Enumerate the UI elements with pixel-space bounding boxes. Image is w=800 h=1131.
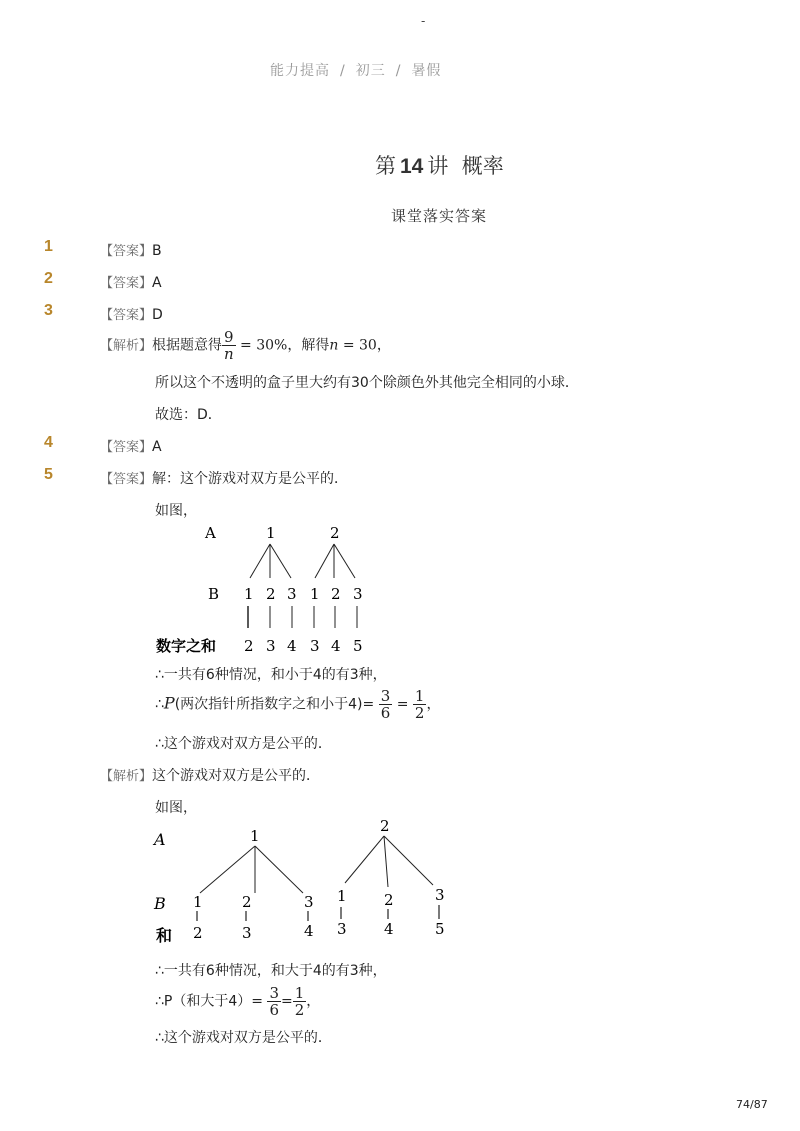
tree-sum-node: 5 bbox=[435, 920, 445, 938]
page-number: 74/87 bbox=[736, 1098, 768, 1111]
fraction bbox=[267, 985, 281, 1018]
fraction bbox=[222, 329, 236, 362]
question-number: 3 bbox=[44, 302, 53, 319]
fraction bbox=[413, 688, 427, 721]
breadcrumb bbox=[270, 60, 441, 80]
math-expression: = 30% bbox=[240, 337, 288, 354]
answer-tag: 【答案】 bbox=[100, 472, 153, 487]
probability-text: ∴P（和大于4）= bbox=[155, 993, 263, 1010]
tree-row-label-sum: 和 bbox=[156, 926, 173, 945]
conclusion-line: ∴一共有6种情况，和小于4的有3种， bbox=[155, 667, 387, 683]
tree-b-node: 1 bbox=[310, 585, 320, 603]
tree-b-node: 3 bbox=[435, 886, 445, 904]
fraction-denominator: 6 bbox=[269, 1001, 279, 1019]
answer-tag: 【答案】 bbox=[100, 244, 153, 259]
answer-line bbox=[100, 240, 162, 259]
tree-b-node: 1 bbox=[193, 893, 203, 911]
fraction-numerator: 3 bbox=[380, 687, 391, 705]
math-variable: n bbox=[329, 337, 339, 354]
equals-sign: = bbox=[281, 993, 293, 1010]
lesson-number: 14 bbox=[400, 155, 424, 178]
figure-intro: 如图， bbox=[155, 503, 197, 519]
conclusion-line: ∴这个游戏对双方是公平的． bbox=[155, 1030, 332, 1046]
punctuation: ， bbox=[306, 993, 321, 1010]
math-symbol: ∴ bbox=[155, 696, 164, 713]
tree-row-label-a: A bbox=[205, 524, 216, 542]
punctuation: ， bbox=[426, 696, 441, 713]
tree-diagram-1 bbox=[150, 518, 410, 660]
tree-b-node: 3 bbox=[287, 585, 297, 603]
answer-value: 解：这个游戏对双方是公平的． bbox=[152, 471, 349, 487]
analysis-text: ，解得 bbox=[287, 337, 330, 354]
tree-row-label-sum: 数字之和 bbox=[156, 637, 217, 655]
fraction bbox=[293, 985, 307, 1018]
tree-branch bbox=[255, 846, 303, 893]
tree-b-node: 2 bbox=[266, 585, 276, 603]
lesson-title-suffix: 讲 bbox=[427, 154, 449, 178]
question-number: 4 bbox=[44, 434, 53, 451]
tree-top-node: 1 bbox=[266, 524, 276, 542]
tree-row-label-a: A bbox=[154, 830, 166, 849]
math-expression: = 30 bbox=[342, 337, 377, 354]
tree-sum-node: 4 bbox=[304, 922, 314, 940]
question-number: 2 bbox=[44, 270, 53, 287]
answer-tag: 【答案】 bbox=[100, 276, 153, 291]
tree-sum-node: 3 bbox=[310, 637, 320, 655]
lesson-title bbox=[375, 150, 504, 180]
tree-b-node: 1 bbox=[244, 585, 254, 603]
tree-b-node: 3 bbox=[304, 893, 314, 911]
conclusion-line: ∴这个游戏对双方是公平的． bbox=[155, 736, 332, 752]
tree-top-node: 1 bbox=[250, 827, 260, 845]
tree-branch bbox=[315, 544, 334, 578]
breadcrumb-item: 暑假 bbox=[411, 63, 442, 79]
lesson-topic: 概率 bbox=[461, 154, 504, 178]
probability-text: (两次指针所指数字之和小于4)= bbox=[174, 696, 375, 713]
tree-branch bbox=[250, 544, 270, 578]
tree-sum-node: 5 bbox=[353, 637, 363, 655]
lesson-title-prefix: 第 bbox=[375, 154, 396, 178]
tree-diagram-2 bbox=[150, 815, 460, 950]
fraction bbox=[379, 688, 393, 721]
section-title: 课堂落实答案 bbox=[391, 207, 488, 225]
analysis-line bbox=[100, 765, 320, 785]
answer-tag: 【答案】 bbox=[100, 308, 153, 323]
tree-b-node: 2 bbox=[242, 893, 252, 911]
analysis-text: 根据题意得 bbox=[152, 337, 223, 354]
figure-intro: 如图， bbox=[155, 800, 197, 816]
equals-sign: = bbox=[396, 696, 409, 713]
tree-b-node: 3 bbox=[353, 585, 363, 603]
tree-top-node: 2 bbox=[380, 817, 390, 835]
tree-branch bbox=[200, 846, 255, 893]
probability-line bbox=[155, 985, 320, 1018]
tree-row-label-b: B bbox=[154, 894, 166, 913]
answer-value: D bbox=[152, 307, 163, 323]
tree-branch bbox=[334, 544, 355, 578]
probability-symbol: P bbox=[163, 693, 175, 713]
fraction-numerator: 1 bbox=[294, 984, 305, 1002]
fraction-denominator: 2 bbox=[294, 1001, 305, 1019]
breadcrumb-separator: / bbox=[340, 63, 346, 79]
answer-line bbox=[100, 468, 348, 488]
breadcrumb-item: 能力提高 bbox=[270, 63, 330, 79]
fraction-denominator: 6 bbox=[380, 704, 391, 722]
answer-line bbox=[100, 436, 162, 455]
analysis-tag: 【解析】 bbox=[100, 769, 153, 784]
tree-b-node: 2 bbox=[384, 891, 394, 909]
analysis-line bbox=[100, 329, 391, 362]
answer-line bbox=[100, 272, 162, 291]
tree-sum-node: 4 bbox=[384, 920, 394, 938]
tree-branch bbox=[384, 836, 433, 885]
tree-branch bbox=[384, 836, 388, 887]
analysis-text: 这个游戏对双方是公平的． bbox=[152, 768, 321, 784]
answer-value: B bbox=[152, 243, 162, 259]
analysis-tag: 【解析】 bbox=[100, 338, 153, 354]
tree-b-node: 2 bbox=[331, 585, 341, 603]
conclusion-line: ∴一共有6种情况，和大于4的有3种， bbox=[155, 963, 387, 979]
answer-value: A bbox=[152, 275, 162, 291]
tree-sum-node: 2 bbox=[244, 637, 254, 655]
header-dash: - bbox=[421, 14, 426, 28]
answer-line bbox=[100, 304, 163, 323]
analysis-text: 故选：D． bbox=[155, 407, 222, 423]
tree-branch bbox=[270, 544, 291, 578]
fraction-denominator: 2 bbox=[414, 704, 425, 722]
analysis-text: ， bbox=[376, 337, 391, 354]
question-number: 5 bbox=[44, 466, 53, 483]
breadcrumb-item: 初三 bbox=[355, 63, 386, 79]
fraction-numerator: 9 bbox=[224, 328, 234, 346]
breadcrumb-separator: / bbox=[395, 63, 402, 79]
fraction-denominator: n bbox=[223, 345, 234, 363]
tree-sum-node: 4 bbox=[287, 637, 297, 655]
tree-top-node: 2 bbox=[330, 524, 340, 542]
analysis-text: 所以这个不透明的盒子里大约有30个除颜色外其他完全相同的小球． bbox=[155, 375, 579, 391]
tree-row-label-b: B bbox=[208, 585, 220, 603]
tree-sum-node: 3 bbox=[242, 924, 252, 942]
tree-sum-node: 2 bbox=[193, 924, 203, 942]
probability-line bbox=[155, 688, 440, 721]
tree-sum-node: 3 bbox=[337, 920, 347, 938]
tree-b-node: 1 bbox=[337, 887, 347, 905]
fraction-numerator: 3 bbox=[269, 984, 279, 1002]
tree-branch bbox=[345, 836, 384, 883]
tree-sum-node: 4 bbox=[331, 637, 341, 655]
fraction-numerator: 1 bbox=[414, 687, 425, 705]
answer-tag: 【答案】 bbox=[100, 440, 153, 455]
question-number: 1 bbox=[44, 238, 53, 255]
answer-value: A bbox=[152, 439, 162, 455]
tree-sum-node: 3 bbox=[266, 637, 276, 655]
